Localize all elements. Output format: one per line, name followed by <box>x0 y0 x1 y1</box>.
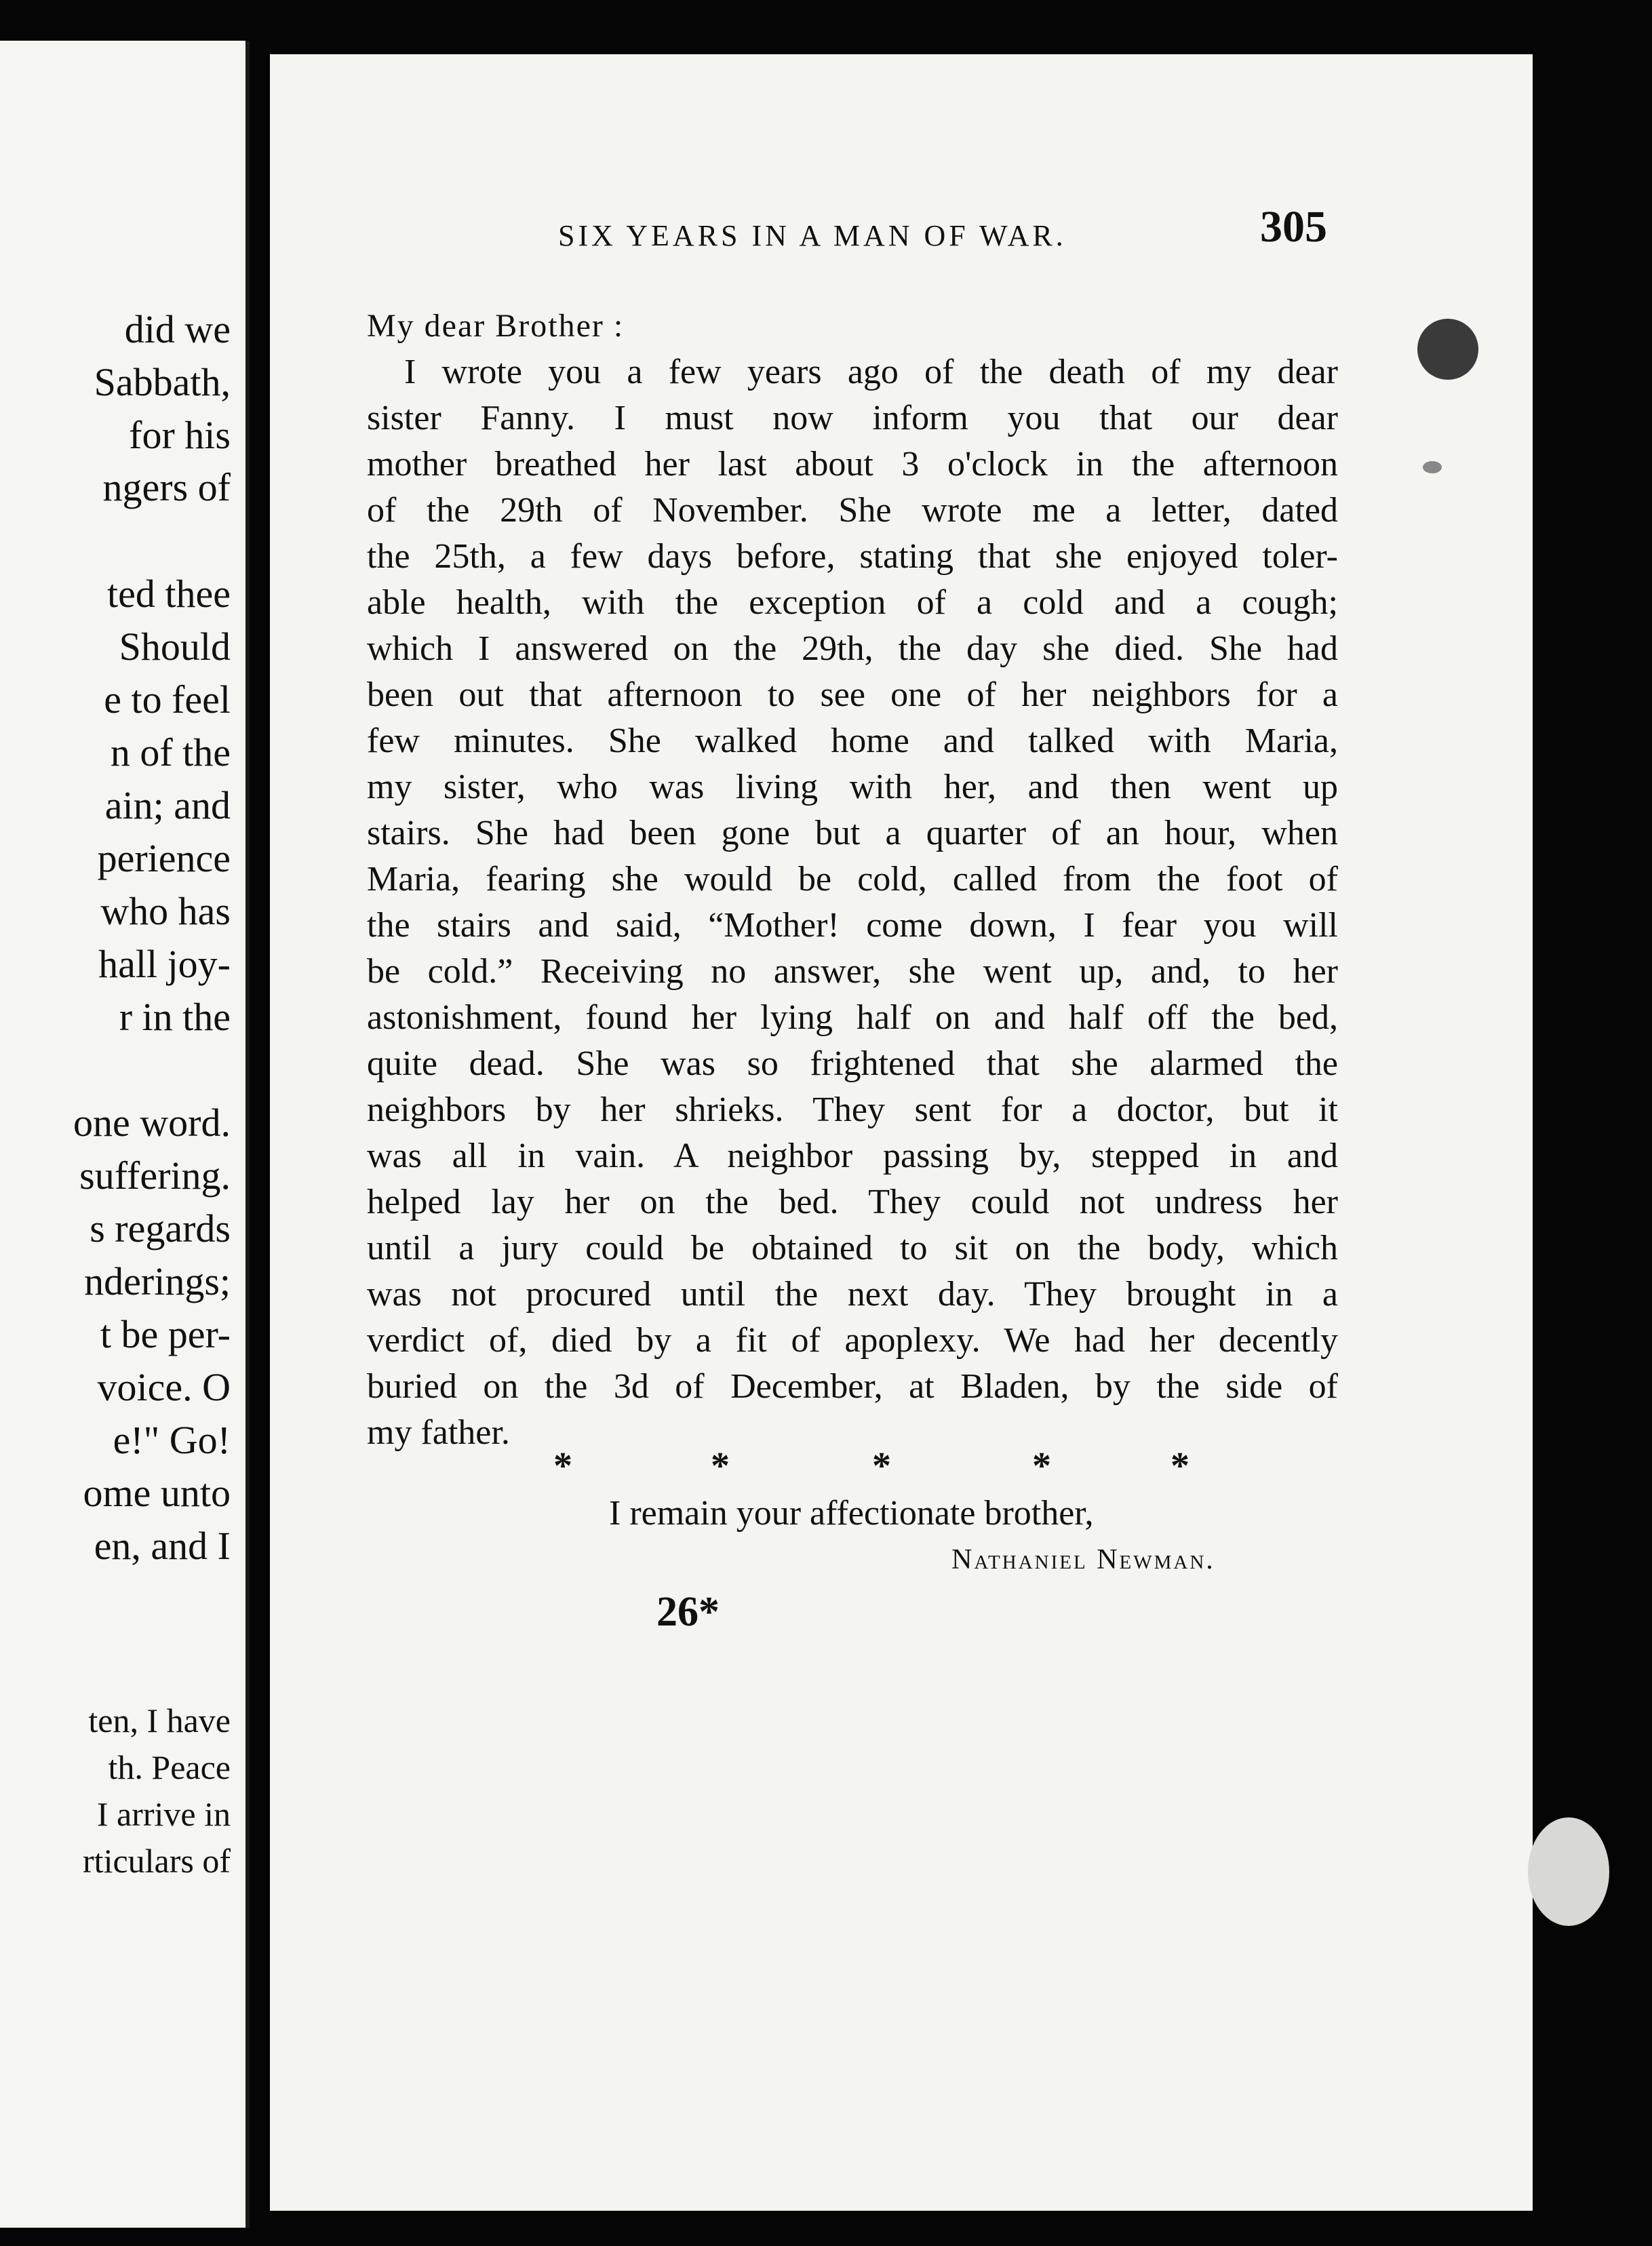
letter-line: was not procured until the next day. They brought in a <box>367 1275 1338 1314</box>
letter-line: quite dead. She was so frightened that she alarmed the <box>367 1044 1338 1083</box>
left-page-line: who has <box>100 889 231 933</box>
letter-line: was all in vain. A neighbor passing by, stepped in and <box>367 1137 1338 1175</box>
left-page-line: s regards <box>90 1206 231 1250</box>
letter-line: verdict of, died by a fit of apoplexy. We had her decently <box>367 1321 1338 1360</box>
left-facing-page <box>0 41 250 2228</box>
asterisk-divider: * <box>711 1445 730 1487</box>
signature-mark: 26* <box>656 1589 720 1635</box>
left-page-line: one word. <box>73 1101 231 1145</box>
letter-line: few minutes. She walked home and talked with Maria, <box>367 722 1338 760</box>
left-page-line: ngers of <box>102 465 231 509</box>
asterisk-divider: * <box>553 1445 572 1487</box>
letter-line: been out that afternoon to see one of her neighbors for a <box>367 675 1338 714</box>
left-page-line: r in the <box>119 995 231 1039</box>
left-page-line: ome unto <box>83 1471 231 1515</box>
left-page-line: Sabbath, <box>94 360 231 404</box>
asterisk-divider: * <box>1171 1445 1189 1487</box>
left-page-line: e!" Go! <box>113 1418 231 1462</box>
left-page-line: for his <box>129 413 231 457</box>
running-head: SIX YEARS IN A MAN OF WAR. <box>558 219 1067 252</box>
letter-line: until a jury could be obtained to sit on the body, which <box>367 1229 1338 1267</box>
letter-signature <box>951 1543 1215 1576</box>
letter-line: sister Fanny. I must now inform you that our dear <box>367 399 1338 437</box>
left-page-line: e to feel <box>104 677 231 722</box>
letter-closing: I remain your affectionate brother, <box>609 1494 1094 1533</box>
letter-line: the 25th, a few days before, stating that she enjoyed toler- <box>367 537 1338 576</box>
signature-text: Nathaniel Newman. <box>951 1544 1215 1575</box>
left-page-line: suffering. <box>79 1154 231 1198</box>
left-page-line: ten, I have <box>88 1701 231 1739</box>
left-page-line: perience <box>97 836 231 880</box>
asterisk-divider: * <box>1032 1445 1051 1487</box>
letter-line: of the 29th of November. She wrote me a letter, dated <box>367 491 1338 530</box>
main-page <box>270 54 1533 2211</box>
letter-line: helped lay her on the bed. They could not undress her <box>367 1183 1338 1221</box>
left-page-line: ted thee <box>107 572 231 616</box>
left-page-line: t be per- <box>100 1312 231 1356</box>
left-page-line: hall joy- <box>98 942 231 986</box>
ink-blot <box>1423 461 1442 473</box>
left-page-line: Should <box>119 625 231 669</box>
letter-line: stairs. She had been gone but a quarter of an hour, when <box>367 814 1338 852</box>
letter-line: my sister, who was living with her, and then went up <box>367 768 1338 806</box>
letter-salutation: My dear Brother : <box>367 308 625 344</box>
left-page-line: th. Peace <box>108 1748 231 1786</box>
page-number: 305 <box>1260 202 1327 252</box>
letter-line: astonishment, found her lying half on and half off the bed, <box>367 998 1338 1037</box>
left-page-line: I arrive in <box>96 1795 231 1833</box>
left-page-line: n of the <box>110 730 231 774</box>
paper-damage <box>1528 1817 1609 1926</box>
left-page-line: did we <box>124 307 231 351</box>
letter-line: able health, with the exception of a cold and a cough; <box>367 583 1338 622</box>
letter-line: buried on the 3d of December, at Bladen, by the side of <box>367 1367 1338 1406</box>
letter-line: I wrote you a few years ago of the death of my dear <box>404 353 1338 391</box>
letter-line: which I answered on the 29th, the day she died. She had <box>367 629 1338 668</box>
left-page-line: rticulars of <box>83 1842 231 1880</box>
letter-line: neighbors by her shrieks. They sent for a doctor, but it <box>367 1090 1338 1129</box>
left-page-line: voice. O <box>97 1365 231 1409</box>
left-page-line: nderings; <box>84 1259 231 1303</box>
letter-line: the stairs and said, “Mother! come down, I fear you will <box>367 906 1338 945</box>
ink-blot <box>1417 319 1478 380</box>
left-page-line: ain; and <box>104 783 231 827</box>
letter-line: be cold.” Receiving no answer, she went up, and, to her <box>367 952 1338 991</box>
asterisk-divider: * <box>872 1445 891 1487</box>
letter-line: mother breathed her last about 3 o'clock in the afternoon <box>367 445 1338 484</box>
letter-line: Maria, fearing she would be cold, called from the foot of <box>367 860 1338 899</box>
left-page-line: en, and I <box>94 1524 231 1568</box>
letter-line: my father. <box>367 1413 510 1452</box>
